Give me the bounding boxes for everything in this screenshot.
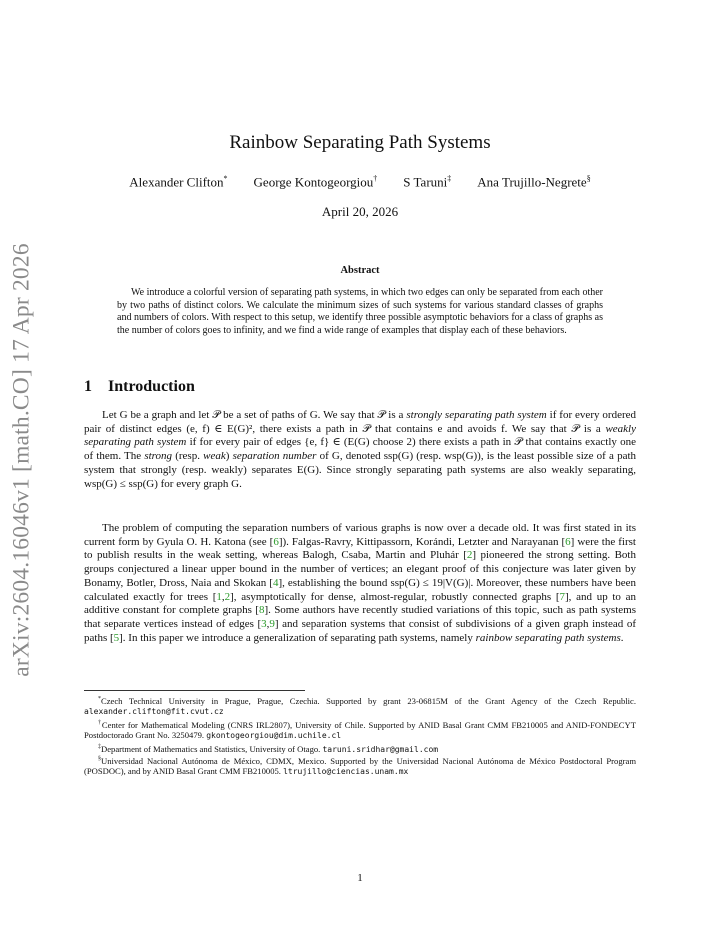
footnote: §Universidad Nacional Autónoma de México, CDMX, Mexico. Supported by the Universidad Nacional Autónoma de México Postdoctoral Program (POSDOC), and by ANID Basal Grant CMM FB210005. ltrujillo@ciencias.unam.mx (84, 755, 636, 777)
paragraph-intro-1: Let G be a graph and let 𝒫 be a set of paths of G. We say that 𝒫 is a strongly separating path system if for every ordered pair of distinct edges (e, f) ∈ E(G)², there exists a path in 𝒫 that contains e and avoids f. We say that 𝒫 is a weakly separating path system if for every pair of edges {e, f} ∈ (E(G) choose 2) there exists a path in 𝒫 that contains exactly one of them. The strong (resp. weak) separation number of G, denoted ssp(G) (resp. wsp(G)), is the least possible size of a path system that strongly (resp. weakly) separates E(G). Since strongly separating path systems are also weakly separating, wsp(G) ≤ ssp(G) for every graph G. (84, 409, 637, 490)
abstract-text: We introduce a colorful version of separating path systems, in which two edges can only be separated from each other by two paths of distinct colors. We calculate the minimum sizes of such systems for various standard classes of graphs and numbers of colors. With respect to this setup, we identify three possible asymptotic behaviors for a class of graphs as the number of colors goes to infinity, and we find a wide range of examples that display each of these behaviors. (117, 287, 603, 337)
email-link[interactable]: gkontogeorgiou@dim.uchile.cl (206, 731, 342, 741)
footnote: *Czech Technical University in Prague, Prague, Czechia. Supported by grant 23-06815M of the Grant Agency of the Czech Republic. alexander.clifton@fit.cvut.cz (84, 695, 636, 717)
citation-link[interactable]: 3 (261, 617, 267, 630)
citation-link[interactable]: 4 (272, 576, 279, 589)
citation-link[interactable]: 2 (224, 590, 231, 603)
citation-link[interactable]: 6 (565, 535, 571, 548)
paper-title: Rainbow Separating Path Systems (229, 132, 491, 153)
section-heading: 1 Introduction (84, 378, 195, 395)
citation-link[interactable]: 9 (269, 617, 275, 630)
paper-date: April 20, 2026 (321, 204, 399, 219)
citation-link[interactable]: 8 (258, 604, 265, 617)
page-number: 1 (357, 872, 363, 884)
footnote-rule (84, 690, 305, 691)
abstract-heading: Abstract (340, 265, 380, 276)
citation-link[interactable]: 2 (466, 549, 473, 562)
footnote: ‡Department of Mathematics and Statistics, University of Otago. taruni.sridhar@gmail.com (98, 743, 439, 754)
citation-link[interactable]: 7 (559, 590, 566, 603)
arxiv-stamp-text: arXiv:2604.16046v1 [math.CO] 17 Apr 2026 (8, 243, 35, 677)
citation-link[interactable]: 5 (113, 631, 120, 644)
author: Ana Trujillo-Negrete§ (477, 174, 591, 190)
author: George Kontogeorgiou† (253, 174, 378, 190)
paragraph-intro-2: The problem of computing the separation numbers of various graphs is now over a decade old. It was first stated in its current form by Gyula O. H. Katona (see [6]). Falgas-Ravry, Kittipassorn, Korándi, Letzter and Narayanan [6] were the first to publish results in the weak setting, whereas Balogh, Csaba, Martin and Pluhár [2] pioneered the strong setting. Both groups conjectured a linear upper bound in the number of vertices; an elegant proof of this conjecture was later given by Bonamy, Botler, Dross, Naia and Skokan [4], establishing the bound ssp(G) ≤ 19|V(G)|. Moreover, these numbers have been calculated exactly for trees [1,2], asymptotically for dense, almost-regular, robustly connected graphs [7], and up to an additive constant for complete graphs [8]. Some authors have recently studied variations of this topic, such as path systems that separate vertices instead of edges [3,9] and separation systems that consist of subdivisions of a given graph instead of paths [5]. In this paper we introduce a generalization of separating path systems, namely rainbow separating path systems. (84, 522, 637, 644)
email-link[interactable]: ltrujillo@ciencias.unam.mx (283, 767, 409, 777)
email-link[interactable]: alexander.clifton@fit.cvut.cz (84, 707, 224, 717)
footnote: †Center for Mathematical Modeling (CNRS IRL2807), University of Chile. Supported by ANID Basal Grant CMM FB210005 and ANID-FONDECYT Postdoctorado Grant No. 3250479. gkontogeorgiou@dim.uchile.cl (84, 719, 636, 741)
citation-link[interactable]: 6 (273, 535, 279, 548)
citation-link[interactable]: 1 (216, 590, 222, 603)
author: S Taruni‡ (403, 174, 452, 190)
author-list (0, 174, 720, 190)
email-link[interactable]: taruni.sridhar@gmail.com (322, 744, 439, 754)
author: Alexander Clifton* (129, 174, 228, 190)
